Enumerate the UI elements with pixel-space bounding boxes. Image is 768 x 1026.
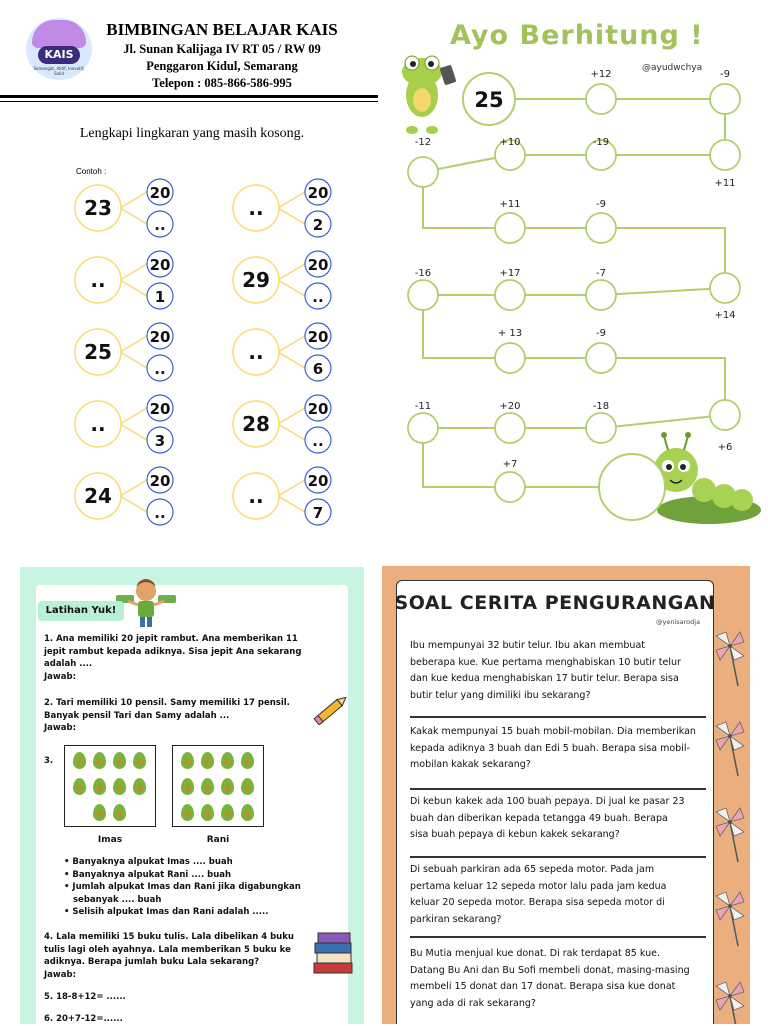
pinwheel-icon — [716, 982, 744, 1024]
bond-connector — [120, 424, 147, 440]
bond-connector — [120, 408, 147, 424]
whole-value: .. — [90, 412, 106, 436]
answer-circle[interactable] — [408, 157, 438, 187]
avocado-icon — [93, 804, 106, 821]
avocado-icon — [241, 752, 254, 769]
answer-circle[interactable] — [495, 413, 525, 443]
bond-connector — [278, 192, 305, 208]
operation-label: -11 — [414, 401, 432, 412]
bullet-text: Jumlah alpukat Imas dan Rani jika digabungkan — [72, 882, 301, 892]
avocado-icon — [133, 778, 146, 795]
books-icon — [312, 927, 356, 979]
part-value: 20 — [149, 184, 171, 202]
story-line: buah dan diberikan kepada tetangga 49 buah. Berapa — [410, 812, 668, 824]
question-line: adalah .... — [44, 659, 93, 669]
avocado-icon — [113, 752, 126, 769]
number-bonds — [0, 0, 384, 540]
number-bond-worksheet — [0, 0, 384, 540]
bullet-item: • Banyaknya alpukat Rani .... buah — [64, 869, 232, 880]
story-line: Datang Bu Ani dan Bu Sofi membeli donat, masing-masing — [410, 964, 690, 976]
question-5: 5. 18-8+12= ...... — [44, 992, 126, 1002]
bond-connector — [120, 336, 147, 352]
story-line: butir telur yang dimiliki ibu sekarang? — [410, 689, 591, 701]
author-handle: @yenisarodja — [656, 618, 701, 626]
start-value: 25 — [474, 88, 504, 112]
imas-avocado-box — [64, 745, 156, 827]
part-value: .. — [312, 432, 324, 450]
story-line: Di sebuah parkiran ada 65 sepeda motor. Pada jam — [410, 864, 655, 875]
bond-connector — [120, 192, 147, 208]
answer-circle[interactable] — [495, 280, 525, 310]
answer-circle[interactable] — [586, 213, 616, 243]
bond-connector — [278, 480, 305, 496]
question-line: tulis lagi oleh ayahnya. Lala memberikan 5 buku ke — [44, 944, 291, 955]
part-value: .. — [154, 360, 166, 378]
header-address: Jl. Sunan Kalijaga IV RT 05 / RW 09 — [123, 42, 321, 56]
part-value: 3 — [154, 432, 166, 450]
whole-value: 28 — [242, 412, 270, 436]
bullet-continuation: sebanyak .... buah — [73, 894, 162, 905]
logo-slogan: Semangat, Aktif, Inovatif, Solid — [33, 66, 85, 76]
operation-label: -16 — [414, 268, 432, 279]
answer-circle[interactable] — [586, 280, 616, 310]
bond-connector — [278, 336, 305, 352]
question-4 — [44, 931, 344, 981]
story-line: membeli 15 donat dan 17 donat. Berapa sisa kue donat — [410, 981, 676, 992]
imas-label: Imas — [97, 835, 123, 845]
avocado-icon — [133, 752, 146, 769]
avocado-icon — [73, 752, 86, 769]
bullet-text: Selisih alpukat Imas dan Rani adalah ..... — [72, 907, 269, 917]
question-1 — [44, 633, 334, 683]
story-line: Bu Mutia menjual kue donat. Di rak terdapat 85 kue. — [410, 948, 660, 959]
subtraction-story-worksheet — [382, 566, 750, 1024]
rani-avocado-box — [172, 745, 264, 827]
answer-circle[interactable] — [408, 280, 438, 310]
story-line: dan kue kedua menghabiskan 17 butir telur. Berapa sisa — [410, 673, 679, 684]
bond-connector — [120, 264, 147, 280]
story-line: pertama keluar 12 sepeda motor lalu pada jam kedua — [410, 880, 667, 892]
header-district: Penggaron Kidul, Semarang — [146, 59, 298, 73]
bond-connector — [278, 352, 305, 368]
operation-label: +12 — [590, 69, 612, 80]
number-bond — [233, 467, 331, 525]
part-value: .. — [154, 216, 166, 234]
whole-value: .. — [248, 340, 264, 364]
answer-circle[interactable] — [710, 273, 740, 303]
operation-label: +7 — [502, 459, 518, 470]
answer-circle[interactable] — [710, 84, 740, 114]
question-3-bullets — [64, 856, 334, 919]
counting-path-worksheet — [384, 0, 768, 540]
bond-connector — [120, 280, 147, 296]
pinwheel-icon — [716, 892, 744, 946]
avocado-icon — [93, 778, 106, 795]
story-line: Di kebun kakek ada 100 buah pepaya. Di jual ke pasar 23 — [410, 796, 685, 807]
operation-label: +14 — [714, 310, 736, 321]
story-line: beberapa kue. Kue pertama menghabiskan 10 butir telur — [410, 656, 681, 668]
bullet-item: • Jumlah alpukat Imas dan Rani jika digabungkan — [64, 882, 301, 892]
avocado-icon — [221, 752, 234, 769]
operation-label: +20 — [499, 401, 521, 412]
question-2 — [44, 697, 334, 735]
number-bond — [233, 179, 331, 237]
answer-circle[interactable] — [408, 413, 438, 443]
part-value: 20 — [149, 328, 171, 346]
answer-circle[interactable] — [710, 140, 740, 170]
avocado-icon — [201, 752, 214, 769]
avocado-icon — [181, 752, 194, 769]
number-bond — [75, 323, 173, 381]
question-3-number: 3. — [44, 756, 54, 766]
instruction: Lengkapi lingkaran yang masih kosong. — [79, 126, 305, 141]
bond-connector — [120, 352, 147, 368]
whole-value: 24 — [84, 484, 112, 508]
number-bond — [233, 251, 331, 309]
operation-label: -12 — [414, 137, 432, 148]
story-line: Kakak mempunyai 15 buah mobil-mobilan. Dia memberikan — [410, 726, 696, 737]
part-value: .. — [154, 504, 166, 522]
example-label: Contoh : — [76, 167, 107, 176]
practice-worksheet — [20, 567, 364, 1024]
question-line: adiknya. Berapa jumlah buku Lala sekarang? — [44, 957, 260, 967]
part-value: .. — [312, 288, 324, 306]
answer-circle[interactable] — [586, 84, 616, 114]
avocado-icon — [73, 778, 86, 795]
question-6: 6. 20+7-12=...... — [44, 1014, 123, 1024]
whole-value: .. — [248, 196, 264, 220]
avocado-icon — [201, 804, 214, 821]
bond-connector — [278, 280, 305, 296]
operation-label: +10 — [499, 137, 521, 148]
story-divider — [410, 788, 706, 790]
story-2 — [410, 724, 706, 774]
part-value: 1 — [154, 288, 166, 306]
bond-connector — [278, 264, 305, 280]
story-line: parkiran sekarang? — [410, 913, 502, 925]
part-value: 20 — [149, 256, 171, 274]
operation-label: -9 — [596, 199, 606, 210]
bond-connector — [120, 496, 147, 512]
operation-label: -9 — [720, 69, 730, 80]
number-bond — [75, 395, 173, 453]
part-value: 20 — [307, 472, 329, 490]
avocado-icon — [221, 778, 234, 795]
operation-label: -19 — [592, 137, 610, 148]
story-4 — [410, 862, 706, 928]
avocado-icon — [113, 804, 126, 821]
header-title: BIMBINGAN BELAJAR KAIS — [106, 20, 338, 39]
story-line: keluar 20 sepeda motor. Berapa sisa sepeda motor di — [410, 897, 665, 908]
whole-value: 23 — [84, 196, 112, 220]
answer-label: Jawab: — [44, 969, 76, 980]
path-track — [408, 69, 740, 520]
bullet-item: • Selisih alpukat Imas dan Rani adalah ..... — [64, 907, 269, 917]
worksheet-title: Ayo Berhitung ! — [450, 20, 704, 51]
number-bond — [75, 467, 173, 525]
story-line: Ibu mempunyai 32 butir telur. Ibu akan membuat — [410, 640, 645, 651]
bond-connector — [278, 208, 305, 224]
story-3 — [410, 794, 706, 844]
story-line: kepada adiknya 3 buah dan Edi 5 buah. Berapa sisa mobil- — [410, 742, 690, 754]
bullet-text: Banyaknya alpukat Rani .... buah — [72, 869, 232, 880]
story-line: yang ada di rak sekarang? — [410, 997, 536, 1009]
pinwheel-icon — [716, 808, 744, 862]
header-phone: Telepon : 085-866-586-995 — [152, 76, 292, 90]
operation-label: + 13 — [497, 328, 523, 339]
avocado-icon — [201, 778, 214, 795]
story-line: sisa buah pepaya di kebun kakek sekarang? — [410, 829, 620, 840]
whole-value: 25 — [84, 340, 112, 364]
frog-illustration — [402, 56, 456, 134]
author-handle: @ayudwchya — [642, 63, 703, 73]
number-bond — [75, 179, 173, 237]
answer-circle[interactable] — [495, 472, 525, 502]
worksheet-title: SOAL CERITA PENGURANGAN — [394, 592, 716, 614]
answer-circle[interactable] — [586, 413, 616, 443]
story-5 — [410, 946, 706, 1012]
story-1 — [410, 638, 706, 704]
final-answer-circle[interactable] — [599, 454, 665, 520]
pencil-icon — [312, 693, 352, 725]
part-value: 20 — [307, 328, 329, 346]
part-value: 7 — [312, 504, 324, 522]
question-line: 2. Tari memiliki 10 pensil. Samy memiliki 17 pensil. — [44, 698, 290, 708]
answer-circle[interactable] — [586, 343, 616, 373]
number-bond — [233, 323, 331, 381]
counting-path — [384, 0, 768, 540]
path-line — [423, 99, 725, 487]
pinwheel-icon — [716, 632, 744, 686]
avocado-icon — [241, 778, 254, 795]
operation-label: -7 — [596, 268, 606, 279]
operation-label: +6 — [717, 442, 733, 453]
question-line: 1. Ana memiliki 20 jepit rambut. Ana memberikan 11 — [44, 634, 298, 644]
part-value: 20 — [307, 184, 329, 202]
whole-value: .. — [248, 484, 264, 508]
practice-badge: Latihan Yuk! — [38, 601, 124, 621]
bond-connector — [120, 480, 147, 496]
operation-label: +11 — [714, 178, 736, 189]
answer-label: Jawab: — [44, 723, 76, 733]
question-line: jepit rambut kepada adiknya. Sisa jepit Ana sekarang — [44, 646, 302, 657]
question-line: 4. Lala memiliki 15 buku tulis. Lala dibelikan 4 buku — [44, 932, 294, 942]
operation-label: -18 — [592, 401, 610, 412]
bullet-item: • Banyaknya alpukat Imas .... buah — [64, 857, 233, 867]
part-value: 20 — [307, 400, 329, 418]
avocado-icon — [241, 804, 254, 821]
avocado-icon — [181, 778, 194, 795]
rani-label: Rani — [206, 835, 230, 845]
operation-label: +17 — [499, 268, 521, 279]
avocado-icon — [93, 752, 106, 769]
question-line: Banyak pensil Tari dan Samy adalah ... — [44, 710, 230, 721]
part-value: 20 — [149, 400, 171, 418]
number-bond — [233, 395, 331, 453]
caterpillar-illustration — [654, 432, 761, 524]
answer-circle[interactable] — [495, 343, 525, 373]
story-line: mobilan kakak sekarang? — [410, 759, 531, 770]
bond-connector — [278, 408, 305, 424]
part-value: 20 — [149, 472, 171, 490]
part-value: 2 — [312, 216, 324, 234]
number-bond — [75, 251, 173, 309]
logo-text: KAIS — [38, 46, 80, 64]
avocado-icon — [181, 804, 194, 821]
operation-label: +11 — [499, 199, 521, 210]
whole-value: 29 — [242, 268, 270, 292]
bond-connector — [278, 496, 305, 512]
part-value: 20 — [307, 256, 329, 274]
whole-value: .. — [90, 268, 106, 292]
part-value: 6 — [312, 360, 324, 378]
story-divider — [410, 856, 706, 858]
story-divider — [410, 936, 706, 938]
bond-connector — [120, 208, 147, 224]
story-divider — [410, 716, 706, 718]
pinwheel-decorations — [712, 566, 750, 1024]
avocado-icon — [113, 778, 126, 795]
answer-label: Jawab: — [44, 671, 76, 682]
answer-circle[interactable] — [710, 400, 740, 430]
answer-circle[interactable] — [495, 213, 525, 243]
avocado-icon — [221, 804, 234, 821]
pinwheel-icon — [716, 722, 744, 776]
operation-label: -9 — [596, 328, 606, 339]
bullet-text: Banyaknya alpukat Imas .... buah — [72, 857, 233, 867]
bond-connector — [278, 424, 305, 440]
